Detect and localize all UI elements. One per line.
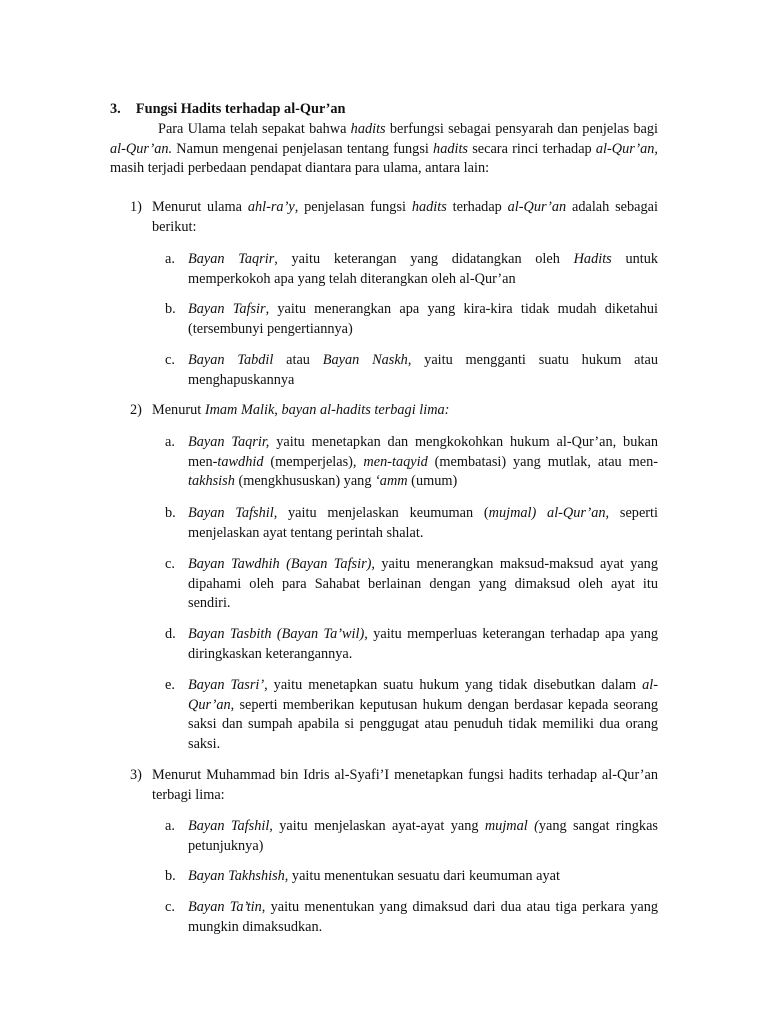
intro-paragraph: Para Ulama telah sepakat bahwa hadits berfungsi sebagai pensyarah dan penjelas bagi al-Qur’an. Namun mengenai penjelasan tentang fungsi hadits secara rinci terhadap al-Qur’an, masih terjadi perbedaan pendapat diantara para ulama, antara lain: xyxy=(110,121,658,177)
list-item: Bayan Ta’tin, yaitu menentukan yang dimaksud dari dua atau tiga perkara yang mungkin dimaksudkan. xyxy=(188,899,659,935)
term: al-Qur’an xyxy=(595,140,655,157)
item-letter: a. xyxy=(165,251,175,267)
item-letter: c. xyxy=(165,352,175,368)
item-letter: a. xyxy=(165,818,175,834)
list-item: Bayan Tasbith (Bayan Ta’wil), yaitu memperluas keterangan terhadap apa yang diringkaskan keterangannya. xyxy=(188,626,658,662)
list-item: Bayan Takhshish, yaitu menentukan sesuatu dari keumuman ayat xyxy=(188,868,560,884)
item-letter: b. xyxy=(165,505,176,521)
list-item: Bayan Tawdhih (Bayan Tafsir), yaitu menerangkan maksud-maksud ayat yang dipahami oleh para Sahabat berlainan dengan yang dimaksud oleh ayat itu sendiri. xyxy=(188,556,658,612)
section3-lead: Menurut Muhammad bin Idris al-Syafi’I menetapkan fungsi hadits terhadap al-Qur’an terbagi lima: xyxy=(152,767,658,803)
list-number: 3) xyxy=(130,767,142,783)
item-letter: d. xyxy=(165,626,176,642)
item-letter: b. xyxy=(165,301,176,317)
section-heading xyxy=(110,100,345,120)
term: al-Qur’an. xyxy=(110,140,173,157)
list-item: Bayan Tabdil atau Bayan Naskh, yaitu mengganti suatu hukum atau menghapuskannya xyxy=(188,352,658,388)
list-item: Bayan Tafshil, yaitu menjelaskan keumuman (mujmal) al-Qur’an, seperti menjelaskan ayat tentang perintah shalat. xyxy=(188,505,659,541)
section2-lead: Menurut Imam Malik, bayan al-hadits terbagi lima: xyxy=(152,402,450,418)
item-letter: e. xyxy=(165,677,175,693)
term: hadits xyxy=(350,121,386,137)
list-item: Bayan Taqrir, yaitu menetapkan dan mengkokohkan hukum al-Qur’an, bukan men-tawdhid (memperjelas), men-taqyid (membatasi) yang mutlak, atau men-takhsish (mengkhususkan) yang ‘amm (umum) xyxy=(188,434,659,490)
list-item: Bayan Tafsir, yaitu menerangkan apa yang kira-kira tidak mudah diketahui (tersembunyi pengertiannya) xyxy=(188,301,658,337)
item-letter: b. xyxy=(165,868,176,884)
section1-lead: Menurut ulama ahl-ra’y, penjelasan fungsi hadits terhadap al-Qur’an adalah sebagai berikut: xyxy=(152,199,658,235)
list-item: Bayan Tafshil, yaitu menjelaskan ayat-ayat yang mujmal (yang sangat ringkas petunjuknya) xyxy=(188,818,658,854)
item-letter: c. xyxy=(165,899,175,915)
list-number: 2) xyxy=(130,402,142,418)
heading-number: 3. xyxy=(110,101,121,117)
heading-title: Fungsi Hadits terhadap al-Qur’an xyxy=(135,101,346,117)
list-item: Bayan Tasri’, yaitu menetapkan suatu hukum yang tidak disebutkan dalam al-Qur’an, seperti memberikan keputusan hukum dengan berdasar kepada seorang saksi dan sumpah apabila si penggugat atau penuduh tidak memiliki dua orang saksi. xyxy=(188,677,659,752)
item-letter: c. xyxy=(165,556,175,572)
term: hadits xyxy=(433,140,469,157)
list-item: Bayan Taqrir, yaitu keterangan yang didatangkan oleh Hadits untuk memperkokoh apa yang telah diterangkan oleh al-Qur’an xyxy=(188,251,659,287)
item-letter: a. xyxy=(165,434,175,450)
list-number: 1) xyxy=(130,199,142,215)
